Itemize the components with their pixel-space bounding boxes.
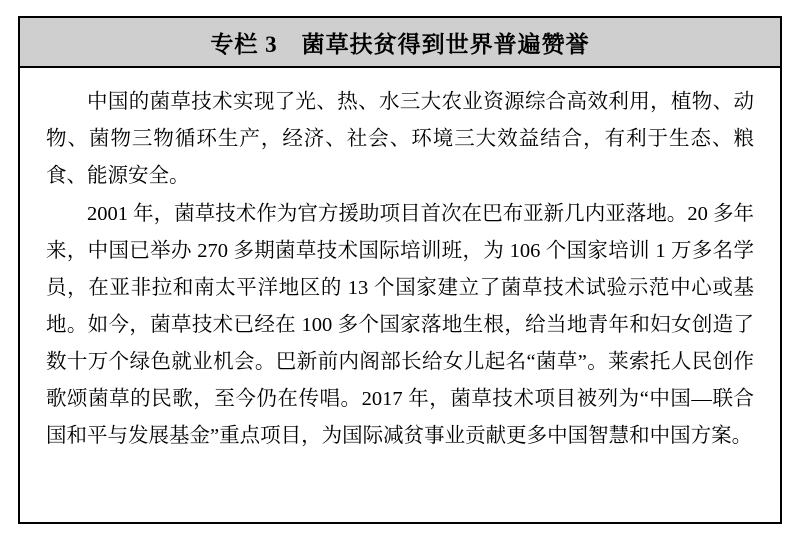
callout-box xyxy=(18,16,782,524)
paragraph-2: 2001 年，菌草技术作为官方援助项目首次在巴布亚新几内亚落地。20 多年来，中国已举办 270 多期菌草技术国际培训班，为 106 个国家培训 1 万多名学员，在亚非拉和南太平洋地区的 13 个国家建立了菌草技术试验示范中心或基地。如今，菌草技术已经在 100 多个国家落地生根，给当地青年和妇女创造了数十万个绿色就业机会。巴新前内阁部长给女儿起名“菌草”。莱索托人民创作歌颂菌草的民歌，至今仍在传唱。2017 年，菌草技术项目被列为“中国—联合国和平与发展基金”重点项目，为国际减贫事业贡献更多中国智慧和中国方案。 xyxy=(46,203,754,447)
paragraph-1: 中国的菌草技术实现了光、热、水三大农业资源综合高效利用，植物、动物、菌物三物循环生产，经济、社会、环境三大效益结合，有利于生态、粮食、能源安全。 xyxy=(46,91,754,187)
callout-box-title: 专栏 3 菌草扶贫得到世界普遍赞誉 xyxy=(210,31,590,57)
callout-box-body xyxy=(20,68,780,465)
callout-box-header xyxy=(20,18,780,68)
